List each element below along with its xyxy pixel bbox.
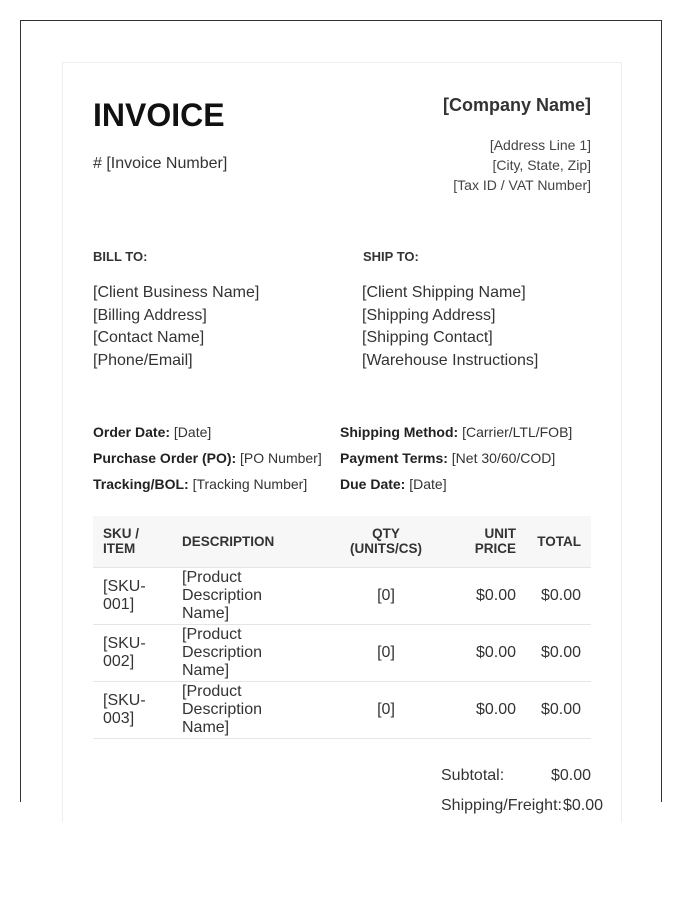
table-header-row (93, 516, 591, 567)
total-cell: $0.00 (526, 624, 591, 681)
city-state-zip: [City, State, Zip] (492, 157, 591, 173)
totals-block (441, 767, 603, 827)
document-frame (20, 20, 662, 814)
total-cell: $0.00 (526, 681, 591, 738)
description-cell: [Product Description Name] (172, 567, 336, 624)
sku-cell: [SKU- 002] (93, 624, 172, 681)
subtotal-label: Subtotal: (441, 767, 505, 784)
ship-to-line: [Shipping Contact] (362, 329, 493, 346)
sku-header: SKU / ITEM (93, 516, 172, 567)
ship-to-line: [Shipping Address] (362, 306, 496, 324)
purchase-order: Purchase Order (PO): [PO Number] (93, 450, 322, 466)
table-row (93, 681, 591, 738)
bill-to-block (93, 282, 259, 372)
tracking-bol: Tracking/BOL: [Tracking Number] (93, 476, 308, 492)
table-row (93, 567, 591, 624)
qty-cell: [0] (336, 681, 436, 738)
table-row (93, 624, 591, 681)
unit-price-cell: $0.00 (436, 681, 526, 738)
bill-to-line: [Client Business Name] (93, 284, 260, 301)
address-line-1: [Address Line 1] (489, 137, 591, 153)
description-header: DESCRIPTION (172, 516, 336, 567)
company-name: [Company Name] (442, 95, 591, 115)
unit-price-header: UNIT PRICE (436, 516, 526, 567)
tax-id: [Tax ID / VAT Number] (453, 177, 591, 193)
ship-to-block (362, 282, 538, 372)
total-header: TOTAL (526, 516, 591, 567)
order-meta-left (93, 419, 322, 497)
payment-terms: Payment Terms: [Net 30/60/COD] (340, 450, 556, 466)
shipping-method: Shipping Method: [Carrier/LTL/FOB] (340, 424, 573, 440)
unit-price-cell: $0.00 (436, 624, 526, 681)
order-date: Order Date: [Date] (93, 424, 212, 440)
due-date: Due Date: [Date] (340, 476, 447, 492)
ship-to-line: [Warehouse Instructions] (362, 351, 539, 369)
sku-cell: [SKU- 003] (93, 681, 172, 738)
subtotal-row (441, 767, 591, 797)
order-meta-right (340, 419, 572, 497)
invoice-page (62, 62, 622, 822)
line-items-table (93, 516, 591, 739)
invoice-number: # [Invoice Number] (93, 155, 228, 172)
invoice-title: INVOICE (93, 97, 225, 133)
company-address (453, 135, 591, 195)
qty-cell: [0] (336, 624, 436, 681)
qty-header: QTY (UNITS/CS) (336, 516, 436, 567)
shipping-value: $0.00 (562, 797, 603, 814)
subtotal-value: $0.00 (550, 767, 591, 784)
bill-to-line: [Billing Address] (93, 306, 207, 324)
bill-to-line: [Contact Name] (93, 329, 205, 346)
ship-to-line: [Client Shipping Name] (362, 284, 526, 301)
ship-to-label: SHIP TO: (363, 249, 419, 264)
unit-price-cell: $0.00 (436, 567, 526, 624)
total-cell: $0.00 (526, 567, 591, 624)
description-cell: [Product Description Name] (172, 624, 336, 681)
bill-to-label: BILL TO: (93, 249, 148, 264)
bill-to-line: [Phone/Email] (93, 351, 193, 369)
qty-cell: [0] (336, 567, 436, 624)
shipping-row (441, 797, 603, 827)
sku-cell: [SKU- 001] (93, 567, 172, 624)
description-cell: [Product Description Name] (172, 681, 336, 738)
shipping-label: Shipping/Freight: (441, 797, 562, 814)
